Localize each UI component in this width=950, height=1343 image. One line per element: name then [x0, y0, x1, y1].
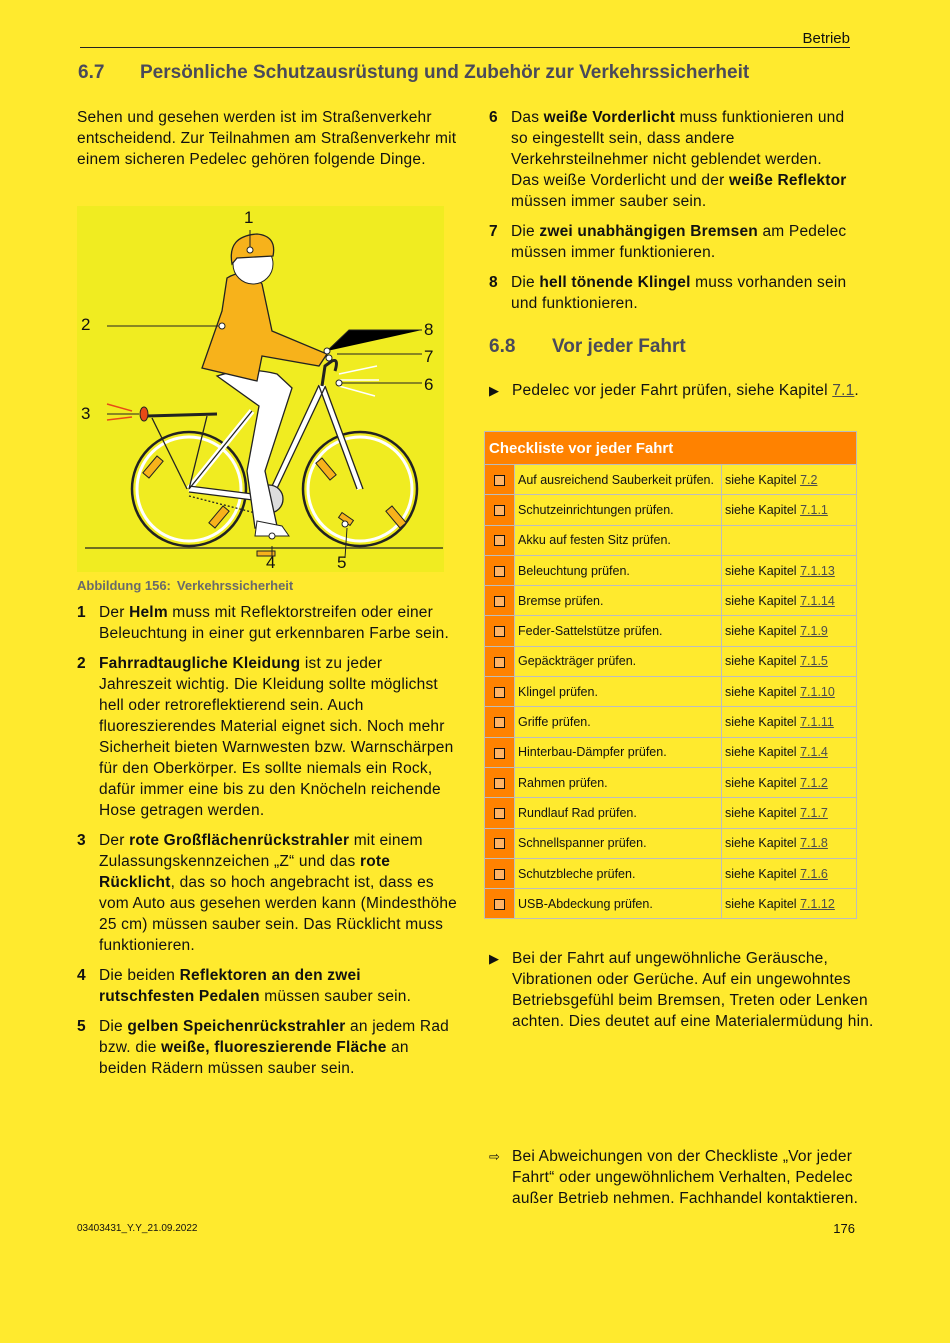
- chapter-link[interactable]: 7.1.11: [800, 715, 834, 730]
- chapter-link[interactable]: 7.1.9: [800, 624, 828, 639]
- checklist-task: Feder-Sattelstütze prüfen.: [515, 616, 722, 646]
- callout-3: 3: [81, 404, 91, 423]
- item-text: an beiden Rädern müssen sauber sein.: [99, 1039, 409, 1077]
- callout-6: 6: [424, 375, 434, 394]
- page-number: 176: [833, 1221, 855, 1236]
- section-heading-6-7: [78, 62, 749, 84]
- checklist-reference: [722, 677, 857, 707]
- chapter-link[interactable]: 7.1.13: [800, 563, 835, 578]
- chapter-link[interactable]: 7.1.14: [800, 593, 835, 608]
- item-text: müssen sauber sein.: [259, 988, 412, 1005]
- bicycle-illustration: [77, 206, 444, 572]
- item-text: Die: [511, 223, 540, 240]
- chapter-link[interactable]: 7.1.2: [800, 775, 828, 790]
- checklist-task: Bremse prüfen.: [515, 586, 722, 616]
- result-text: Bei Abweichungen von der Checkliste „Vor jeder Fahrt“ oder ungewöhnlichem Verhalten, Pedelec außer Betrieb nehmen. Fachhandel kontaktieren.: [512, 1148, 859, 1207]
- section-number: 6.8: [489, 336, 516, 357]
- item-text: Der: [99, 832, 130, 849]
- checklist-reference: [722, 737, 857, 767]
- checklist-row: [485, 525, 857, 555]
- section-title: Vor jeder Fahrt: [552, 336, 686, 357]
- checklist-row: [485, 555, 857, 585]
- safety-item: [77, 965, 457, 1007]
- checklist-reference: [722, 889, 857, 919]
- bicycle-safety-figure: [77, 206, 444, 572]
- step-check: [489, 380, 877, 401]
- item-emphasis: rote Großflächenrückstrahler: [129, 832, 350, 849]
- reference-prefix: siehe Kapitel: [725, 745, 801, 760]
- item-text: müssen immer sauber sein.: [511, 193, 707, 210]
- checklist-reference: [722, 495, 857, 525]
- checklist-row: [485, 798, 857, 828]
- reference-prefix: siehe Kapitel: [725, 472, 801, 487]
- checklist-table: [484, 431, 857, 919]
- item-text: Das: [511, 109, 544, 126]
- rack: [147, 414, 217, 416]
- checklist-task: Gepäckträger prüfen.: [515, 646, 722, 676]
- item-number: 3: [77, 832, 86, 849]
- outline-arrow-icon: ⇨: [489, 1149, 501, 1164]
- item-text: ist zu jeder Jahreszeit wichtig. Die Kleidung sollte möglichst hell oder retroreflektierend sein. Auch fluoreszierendes Material eignet sich. Noch mehr Sicherheit bieten Warnwesten bzw. Warnschärpen für den Oberkörper. Es sollte niemals ein Rock, dafür immer eine bis zu den Knöcheln reichende Hose getragen werden.: [99, 655, 454, 819]
- checkbox-icon[interactable]: [494, 778, 505, 789]
- callout-4: 4: [266, 553, 276, 572]
- black-triangle-icon: ▶: [489, 383, 500, 398]
- step-ride: [489, 948, 877, 1032]
- caption-label: Abbildung 156:: [77, 578, 171, 593]
- callout-8: 8: [424, 320, 434, 339]
- intro-paragraph: Sehen und gesehen werden ist im Straßenverkehr entscheidend. Zur Teilnahmen am Straßenverkehr mit einem sicheren Pedelec gehören folgende Dinge.: [77, 109, 457, 168]
- item-emphasis: hell tönende Klingel: [539, 274, 691, 291]
- checklist-task: Auf ausreichend Sauberkeit prüfen.: [515, 465, 722, 495]
- chapter-link[interactable]: 7.1.5: [800, 654, 828, 669]
- checklist-task: USB-Abdeckung prüfen.: [515, 889, 722, 919]
- safety-item: [77, 653, 457, 821]
- checklist-task: Beleuchtung prüfen.: [515, 555, 722, 585]
- checklist-task: Schutzeinrichtungen prüfen.: [515, 495, 722, 525]
- checklist-row: [485, 737, 857, 767]
- checkbox-icon[interactable]: [494, 838, 505, 849]
- header-rule: [80, 47, 850, 48]
- checkbox-icon[interactable]: [494, 475, 505, 486]
- callout-1: 1: [244, 208, 254, 227]
- item-emphasis: Reflektoren an den zwei rutschfesten Pedalen: [99, 967, 361, 1005]
- safety-item: [77, 602, 457, 644]
- section-heading-6-8: [489, 336, 686, 358]
- checklist-reference: [722, 616, 857, 646]
- checklist-task: Akku auf festen Sitz prüfen.: [515, 525, 722, 555]
- item-emphasis: weiße, fluoreszierende Fläche: [161, 1039, 387, 1056]
- chapter-link[interactable]: 7.1.4: [800, 745, 828, 760]
- step-check-suffix: .: [854, 382, 859, 399]
- item-number: 8: [489, 274, 498, 291]
- checklist-row: [485, 707, 857, 737]
- chapter-link[interactable]: 7.2: [800, 472, 818, 487]
- item-text: muss vorhanden sein und funktionieren.: [511, 274, 847, 312]
- chapter-link[interactable]: 7.1.1: [800, 502, 828, 517]
- reference-prefix: siehe Kapitel: [725, 593, 801, 608]
- item-emphasis: rote Rücklicht: [99, 853, 391, 891]
- callout-2: 2: [81, 315, 91, 334]
- checkbox-icon[interactable]: [494, 566, 505, 577]
- reference-prefix: siehe Kapitel: [725, 896, 801, 911]
- item-text: muss mit Reflektorstreifen oder einer Beleuchtung in einer gut erkennbaren Farbe sein.: [99, 604, 449, 642]
- checkbox-icon[interactable]: [494, 596, 505, 607]
- checkbox-icon[interactable]: [494, 505, 505, 516]
- safety-item: [77, 1016, 457, 1079]
- item-emphasis: weiße Reflektor: [728, 172, 847, 189]
- checklist-reference: [722, 798, 857, 828]
- item-number: 2: [77, 655, 86, 672]
- checklist-row: [485, 646, 857, 676]
- reference-prefix: siehe Kapitel: [725, 805, 801, 820]
- item-text: Der: [99, 604, 130, 621]
- reference-prefix: siehe Kapitel: [725, 715, 801, 730]
- item-emphasis: Fahrradtaugliche Kleidung: [99, 655, 301, 672]
- section-number: 6.7: [78, 62, 105, 83]
- checklist-task: Schutzbleche prüfen.: [515, 858, 722, 888]
- reference-prefix: siehe Kapitel: [725, 624, 801, 639]
- item-text: an jedem Rad bzw. die: [99, 1018, 449, 1056]
- section-title: Persönliche Schutzausrüstung und Zubehör zur Verkehrssicherheit: [140, 62, 750, 83]
- checklist-row: [485, 616, 857, 646]
- checklist-reference: [722, 525, 857, 555]
- handlebar: [322, 360, 336, 386]
- chapter-link[interactable]: 7.1.8: [800, 836, 828, 851]
- figure-caption: [77, 578, 293, 593]
- checklist-reference: [722, 465, 857, 495]
- checklist-task: Schnellspanner prüfen.: [515, 828, 722, 858]
- item-emphasis: gelben Speichenrückstrahler: [127, 1018, 346, 1035]
- checklist-task: Hinterbau-Dämpfer prüfen.: [515, 737, 722, 767]
- item-text: , das so hoch angebracht ist, dass es vom Auto aus gesehen werden kann (Mindesthöhe 25 cm) müssen sauber sein. Das Rücklicht muss funktionieren.: [99, 874, 457, 954]
- item-text: am Pedelec müssen immer funktionieren.: [511, 223, 847, 261]
- checklist-row: [485, 465, 857, 495]
- safety-items-left: [77, 602, 457, 1088]
- callout-7: 7: [424, 347, 434, 366]
- chapter-link[interactable]: 7.1.7: [800, 805, 828, 820]
- checklist-row: [485, 889, 857, 919]
- black-triangle-icon: ▶: [489, 951, 500, 966]
- checklist-row: [485, 586, 857, 616]
- step-check-text: Pedelec vor jeder Fahrt prüfen, siehe Kapitel: [512, 382, 833, 399]
- checklist-reference: [722, 555, 857, 585]
- reference-prefix: siehe Kapitel: [725, 654, 801, 669]
- checklist-task: Rundlauf Rad prüfen.: [515, 798, 722, 828]
- item-text: Die beiden: [99, 967, 180, 984]
- checkbox-icon[interactable]: [494, 869, 505, 880]
- checklist-reference: [722, 707, 857, 737]
- safety-item: [489, 107, 854, 212]
- callout-5: 5: [337, 553, 347, 572]
- checklist-row: [485, 767, 857, 797]
- item-number: 6: [489, 109, 498, 126]
- checklist-task: Rahmen prüfen.: [515, 767, 722, 797]
- checklist-reference: [722, 767, 857, 797]
- reference-prefix: siehe Kapitel: [725, 684, 801, 699]
- checklist-task: Griffe prüfen.: [515, 707, 722, 737]
- checkbox-icon[interactable]: [494, 808, 505, 819]
- reference-prefix: siehe Kapitel: [725, 836, 801, 851]
- checkbox-icon[interactable]: [494, 687, 505, 698]
- safety-item: [489, 272, 854, 314]
- item-number: 5: [77, 1018, 86, 1035]
- item-number: 1: [77, 604, 86, 621]
- item-emphasis: weiße Vorderlicht: [543, 109, 676, 126]
- checkbox-icon[interactable]: [494, 899, 505, 910]
- chapter-link[interactable]: 7.1.10: [800, 684, 835, 699]
- reference-prefix: siehe Kapitel: [725, 866, 801, 881]
- checkbox-icon[interactable]: [494, 626, 505, 637]
- safety-items-right: [489, 107, 854, 323]
- checklist-row: [485, 828, 857, 858]
- checkbox-icon[interactable]: [494, 535, 505, 546]
- checkbox-icon[interactable]: [494, 717, 505, 728]
- chapter-link[interactable]: 7.1.12: [800, 896, 835, 911]
- item-emphasis: zwei unabhängigen Bremsen: [539, 223, 758, 240]
- item-number: 4: [77, 967, 86, 984]
- checklist-row: [485, 677, 857, 707]
- safety-item: [489, 221, 854, 263]
- item-number: 7: [489, 223, 498, 240]
- checklist-reference: [722, 586, 857, 616]
- checklist-reference: [722, 828, 857, 858]
- checklist-reference: [722, 646, 857, 676]
- reference-prefix: siehe Kapitel: [725, 775, 801, 790]
- checklist-reference: [722, 858, 857, 888]
- section-label: Betrieb: [802, 30, 850, 47]
- item-text: muss funktionieren und so eingestellt sein, dass andere Verkehrsteilnehmer nicht geblendet werden. Das weiße Vorderlicht und der: [511, 109, 845, 189]
- document-id: 03403431_Y.Y_21.09.2022: [77, 1223, 198, 1234]
- checklist-row: [485, 858, 857, 888]
- item-text: Die: [511, 274, 540, 291]
- chapter-link[interactable]: 7.1.6: [800, 866, 828, 881]
- checklist-row: [485, 495, 857, 525]
- checkbox-icon[interactable]: [494, 657, 505, 668]
- caption-text: Verkehrssicherheit: [176, 578, 294, 593]
- checklist-task: Klingel prüfen.: [515, 677, 722, 707]
- reference-prefix: siehe Kapitel: [725, 502, 801, 517]
- step-ride-text: Bei der Fahrt auf ungewöhnliche Geräusche, Vibrationen oder Gerüche. Auf ein ungewohntes Betriebsgefühl beim Bremsen, Treten oder Lenken achten. Dies deutet auf eine Materialermüdung hin.: [512, 950, 874, 1030]
- item-emphasis: Helm: [129, 604, 168, 621]
- result-note: [489, 1146, 877, 1209]
- chapter-link[interactable]: 7.1: [832, 382, 855, 399]
- reference-prefix: siehe Kapitel: [725, 563, 801, 578]
- checkbox-icon[interactable]: [494, 748, 505, 759]
- checklist-title: Checkliste vor jeder Fahrt: [485, 432, 857, 465]
- safety-item: [77, 830, 457, 956]
- item-text: mit einem Zulassungskennzeichen „Z“ und das: [99, 832, 423, 870]
- item-text: Die: [99, 1018, 128, 1035]
